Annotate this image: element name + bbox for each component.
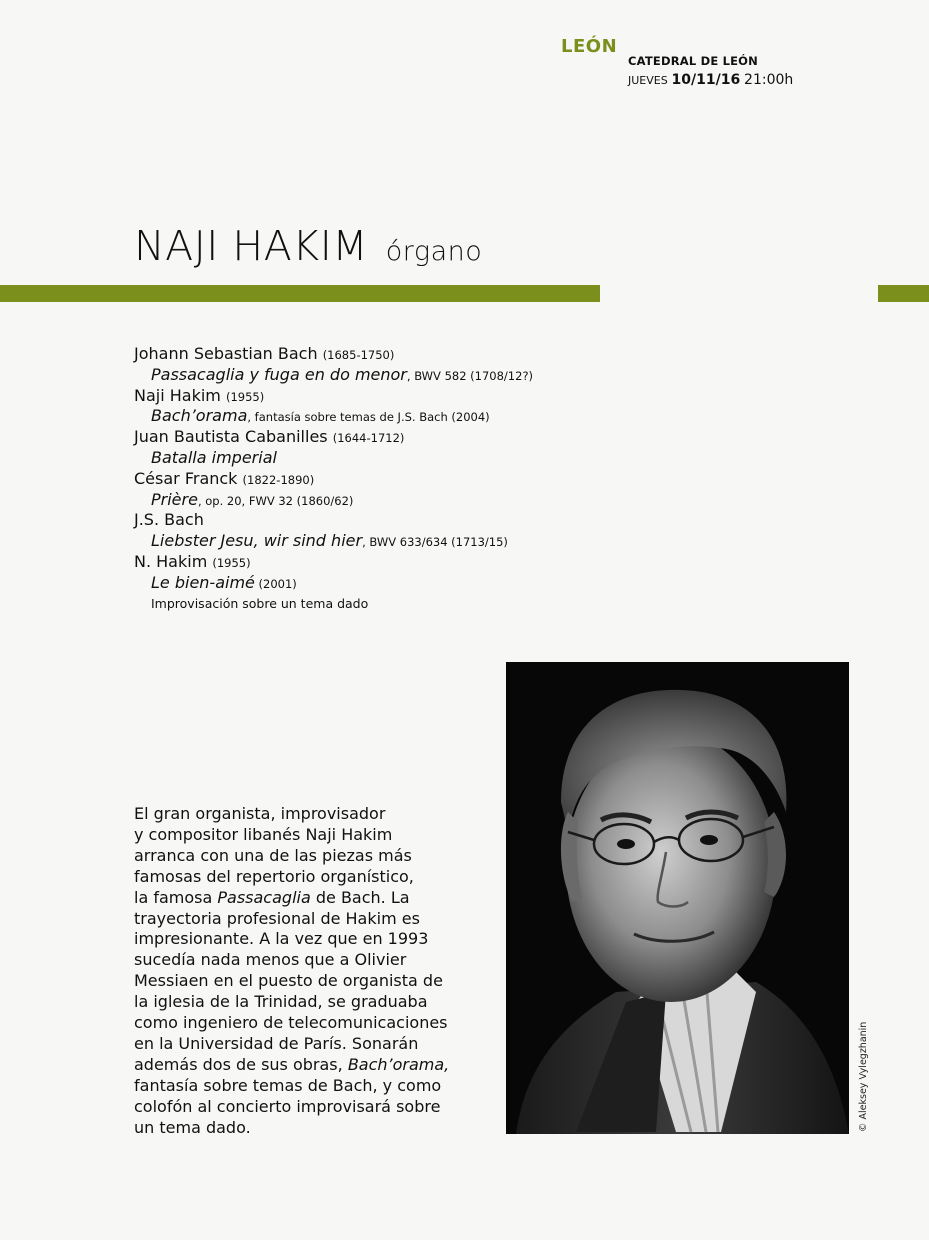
program-composer (134, 427, 694, 448)
event-info (628, 52, 793, 90)
composer-name: Naji Hakim (134, 385, 221, 405)
composer-years: (1644-1712) (332, 431, 405, 446)
program-composer (134, 344, 694, 365)
bio-line: sucedía nada menos que a Olivier (134, 950, 407, 970)
bio-text-span: de Bach. La (310, 887, 410, 907)
bio-line: El gran organista, improvisador (134, 804, 386, 823)
composer-name: César Franck (134, 468, 238, 488)
program-composer (134, 386, 694, 407)
composer-name: Juan Bautista Cabanilles (134, 427, 328, 447)
composer-years: (1822-1890) (242, 472, 315, 487)
program-composer (134, 552, 694, 573)
program-work (134, 573, 694, 594)
program-composer (134, 510, 694, 531)
page-title (134, 222, 482, 270)
work-title: Liebster Jesu, wir sind hier (151, 531, 363, 551)
composer-name: J.S. Bach (134, 510, 204, 530)
program-note: Improvisación sobre un tema dado (151, 595, 369, 611)
event-date: 10/11/16 (671, 72, 741, 88)
bio-line: en la Universidad de París. Sonarán (134, 1033, 419, 1053)
bio-line: y compositor libanés Naji Hakim (134, 824, 393, 844)
event-time: 21:00h (744, 72, 794, 88)
program-work (134, 531, 694, 552)
accent-bar-left (0, 285, 600, 302)
bio-line: fantasía sobre temas de Bach, y como (134, 1075, 442, 1095)
work-title: Bach’orama (151, 406, 248, 426)
bio-line: arranca con una de las piezas más (134, 845, 412, 865)
program-work (134, 448, 694, 469)
program-work (134, 365, 694, 386)
venue-name: CATEDRAL DE LEÓN (628, 54, 758, 68)
city-label: LEÓN (561, 36, 618, 57)
work-title: Prière (151, 489, 198, 509)
program-composer (134, 469, 694, 490)
bio-text-span: además dos de sus obras, (134, 1054, 348, 1074)
bio-line: colofón al concierto improvisará sobre (134, 1096, 441, 1116)
work-meta: (2001) (254, 576, 297, 591)
composer-years: (1685-1750) (322, 348, 395, 362)
work-title: Le bien-aimé (151, 572, 255, 592)
bio-line: impresionante. A la vez que en 1993 (134, 929, 429, 949)
bio-line: la iglesia de la Trinidad, se graduaba (134, 992, 428, 1012)
work-meta: , BWV 582 (1708/12?) (406, 368, 534, 383)
work-meta: , BWV 633/634 (1713/15) (362, 535, 508, 550)
performer-name: NAJI HAKIM (134, 222, 369, 270)
event-day: JUEVES (628, 74, 668, 87)
bio-italic-title: Passacaglia (217, 887, 311, 907)
bio-line: como ingeniero de telecomunicaciones (134, 1013, 448, 1033)
work-title: Batalla imperial (151, 447, 277, 467)
bio-line (134, 1055, 464, 1076)
program-work (134, 406, 694, 427)
composer-name: Johann Sebastian Bach (134, 344, 318, 363)
portrait-illustration (506, 662, 849, 1134)
instrument-label: órgano (385, 236, 483, 267)
program-work (134, 490, 694, 511)
bio-line (134, 888, 464, 909)
bio-line: Messiaen en el puesto de organista de (134, 971, 443, 991)
composer-years: (1955) (225, 389, 265, 404)
performer-photo (506, 662, 849, 1134)
work-meta: , op. 20, FWV 32 (1860/62) (197, 493, 354, 508)
bio-line: un tema dado. (134, 1117, 251, 1137)
program-list (134, 344, 694, 614)
bio-text-span: la famosa (134, 887, 218, 907)
bio-text (134, 804, 464, 1139)
composer-years: (1955) (212, 555, 251, 570)
work-title: Passacaglia y fuga en do menor (151, 364, 407, 384)
event-datetime (628, 71, 793, 90)
bio-line: trayectoria profesional de Hakim es (134, 908, 420, 928)
work-meta: , fantasía sobre temas de J.S. Bach (2004) (247, 410, 490, 425)
composer-name: N. Hakim (134, 551, 208, 571)
photo-credit: © Aleksey Vylegzhanin (858, 1021, 869, 1132)
bio-italic-title: Bach’orama, (347, 1054, 450, 1074)
accent-bar-right (878, 285, 929, 302)
bio-line: famosas del repertorio organístico, (134, 866, 414, 886)
